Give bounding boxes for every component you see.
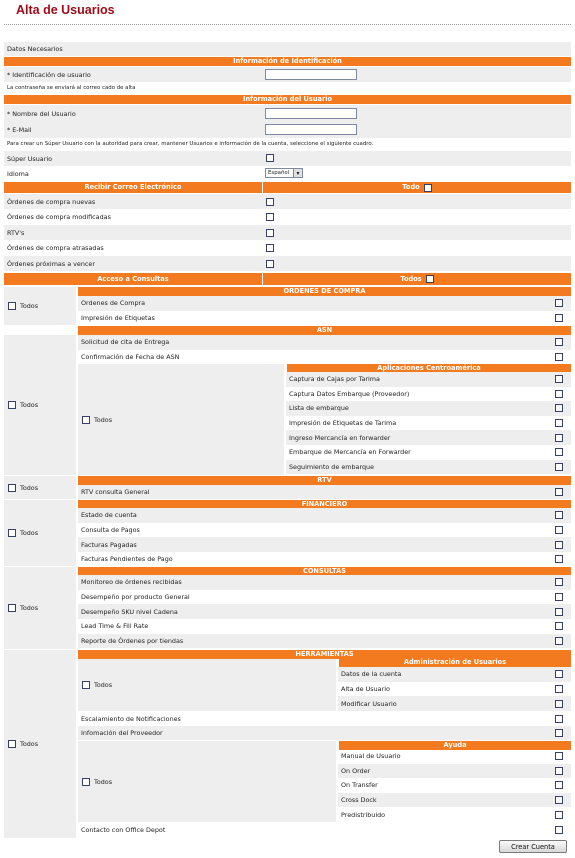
asn-header: ASN xyxy=(78,326,571,335)
consultas-item-1-checkbox[interactable] xyxy=(555,593,563,601)
centro-item-6 xyxy=(286,460,571,475)
correo-item-1-label: Órdenes de compra modificadas xyxy=(7,213,111,222)
financiero-item-1-label: Consulta de Pagos xyxy=(81,526,140,535)
financiero-item-0-checkbox[interactable] xyxy=(555,511,563,519)
correo-item-2 xyxy=(4,225,571,240)
ayuda-todos xyxy=(78,741,336,822)
acceso-header: Acceso a Consultas xyxy=(4,273,262,285)
correo-todo-label: Todo xyxy=(402,183,420,191)
correo-item-4 xyxy=(4,256,571,271)
asn-todos-label: Todos xyxy=(20,401,39,409)
idioma-label: Idioma xyxy=(7,169,29,178)
admin-item-0 xyxy=(338,667,571,682)
herramientas-todos xyxy=(4,650,76,838)
ayuda-item-4-checkbox[interactable] xyxy=(555,811,563,819)
ordenes-item-0-label: Ordenes de Compra xyxy=(81,299,146,308)
correo-todo-checkbox[interactable] xyxy=(424,184,432,192)
consultas-todos-checkbox[interactable] xyxy=(8,604,16,612)
correo-item-3-label: Órdenes de compra atrasadas xyxy=(7,244,104,253)
admin-item-2-checkbox[interactable] xyxy=(555,700,563,708)
admin-todos-checkbox[interactable] xyxy=(82,681,90,689)
correo-item-4-checkbox[interactable] xyxy=(266,260,274,268)
consultas-todos xyxy=(4,567,76,649)
financiero-header: FINANCIERO xyxy=(78,500,571,509)
ordenes-header: ORDENES DE COMPRA xyxy=(78,287,571,296)
financiero-todos xyxy=(4,500,76,566)
asn-item-1 xyxy=(78,350,571,365)
ordenes-todos-group xyxy=(8,302,38,310)
consultas-todos-label: Todos xyxy=(20,604,39,612)
admin-item-1-label: Alta de Usuario xyxy=(341,685,390,694)
centro-item-2 xyxy=(286,401,571,416)
asn-item-1-checkbox[interactable] xyxy=(555,353,563,361)
centro-todos-label: Todos xyxy=(94,415,113,424)
super-label: Súper Usuario xyxy=(7,154,53,163)
ordenes-todos-checkbox[interactable] xyxy=(8,302,16,310)
acceso-todos-header xyxy=(263,273,571,285)
usuario-header: Información del Usuario xyxy=(4,95,571,104)
centro-item-1 xyxy=(286,387,571,402)
super-note-text: Para crear un Súper Usuario con la autoridad para crear, mantener Usuarios e información de la cuenta, seleccione el siguiente cuadro. xyxy=(7,141,374,147)
centro-item-6-checkbox[interactable] xyxy=(555,463,563,471)
ayuda-item-0 xyxy=(338,749,571,764)
financiero-item-3-label: Facturas Pendientes de Pago xyxy=(81,555,173,564)
ayuda-item-3 xyxy=(338,793,571,808)
centro-item-6-label: Seguimiento de embarque xyxy=(289,462,375,471)
ayuda-item-0-label: Manual de Usuario xyxy=(341,752,401,761)
herramientas-item-0-checkbox[interactable] xyxy=(555,715,563,723)
financiero-item-0 xyxy=(78,508,571,523)
centro-item-3 xyxy=(286,416,571,431)
herramientas-item-0-label: Escalamiento de Notificaciones xyxy=(81,715,181,723)
consultas-item-3 xyxy=(78,619,571,634)
admin-item-2-label: Modificar Usuario xyxy=(341,699,397,708)
consultas-item-1-label: Desempeño por producto General xyxy=(81,593,190,602)
ayuda-item-1 xyxy=(338,764,571,779)
asn-todos xyxy=(4,335,76,475)
consultas-item-0-label: Monitoreo de órdenes recibidas xyxy=(81,578,182,587)
ayuda-item-0-checkbox[interactable] xyxy=(555,752,563,760)
correo-item-2-checkbox[interactable] xyxy=(266,229,274,237)
chevron-down-icon: ▾ xyxy=(293,169,302,177)
consultas-item-3-label: Lead Time & Fill Rate xyxy=(81,622,149,631)
centro-item-0 xyxy=(286,372,571,387)
correo-todo-header xyxy=(263,182,571,193)
password-note-text: La contraseña se enviará al correo cado de alta xyxy=(7,85,136,91)
herramientas-item-1-label: Infomación del Proveedor xyxy=(81,729,163,737)
asn-todos-group xyxy=(8,401,38,409)
centro-item-2-label: Lista de embarque xyxy=(289,404,349,413)
consultas-todos-group xyxy=(8,604,38,612)
correo-item-0-checkbox[interactable] xyxy=(266,198,274,206)
email-input[interactable] xyxy=(265,124,357,135)
ordenes-item-1-label: Impresión de Etiquetas xyxy=(81,314,155,323)
herramientas-item-2-label: Contacto con Office Depot xyxy=(81,826,166,834)
rtv-todos xyxy=(4,476,76,499)
rtv-item-0-label: RTV consulta General xyxy=(81,488,150,496)
centro-item-0-checkbox[interactable] xyxy=(555,375,563,383)
consultas-item-4-label: Reporte de Órdenes por tiendas xyxy=(81,637,184,646)
consultas-item-0 xyxy=(78,575,571,590)
idioma-value: Español xyxy=(268,170,290,176)
correo-item-1 xyxy=(4,210,571,225)
financiero-item-3 xyxy=(78,552,571,567)
ayuda-todos-checkbox[interactable] xyxy=(82,778,90,786)
admin-todos-label: Todos xyxy=(94,681,113,689)
ayuda-item-4 xyxy=(338,807,571,822)
rtv-item-0 xyxy=(78,485,571,499)
crear-cuenta-button[interactable]: Crear Cuenta xyxy=(499,840,567,853)
herramientas-todos-label: Todos xyxy=(20,740,39,748)
financiero-todos-label: Todos xyxy=(20,529,39,537)
centro-item-4-checkbox[interactable] xyxy=(555,434,563,442)
acceso-todos-label: Todos xyxy=(400,274,422,283)
ordenes-todos xyxy=(4,287,76,325)
centro-item-0-label: Captura de Cajas por Tarima xyxy=(289,375,380,384)
financiero-item-0-label: Estado de cuenta xyxy=(81,511,137,520)
admin-item-1-checkbox[interactable] xyxy=(555,685,563,693)
herramientas-header: HERRAMIENTAS xyxy=(78,650,571,659)
financiero-item-2-label: Facturas Pagadas xyxy=(81,540,137,549)
asn-item-0-label: Solicitud de cita de Entrega xyxy=(81,338,170,347)
centro-item-3-label: Impresión de Etiquetas de Tarima xyxy=(289,419,397,428)
ayuda-item-2-label: On Transfer xyxy=(341,781,378,790)
nombre-label: * Nombre del Usuario xyxy=(7,109,76,118)
correo-item-2-label: RTV's xyxy=(7,228,25,237)
financiero-item-2 xyxy=(78,537,571,552)
centro-item-2-checkbox[interactable] xyxy=(555,404,563,412)
admin-item-1 xyxy=(338,682,571,697)
centro-item-1-label: Captura Datos Embarque (Proveedor) xyxy=(289,389,410,398)
admin-todos-group xyxy=(82,681,112,689)
herramientas-item-1 xyxy=(78,726,571,740)
title-divider xyxy=(4,24,571,25)
consultas-item-3-checkbox[interactable] xyxy=(555,622,563,630)
ayuda-item-1-label: On Order xyxy=(341,766,371,775)
admin-todos xyxy=(78,659,336,711)
consultas-item-2-checkbox[interactable] xyxy=(555,608,563,616)
herramientas-todos-group xyxy=(8,740,38,748)
admin-item-0-label: Datos de la cuenta xyxy=(341,670,402,679)
consultas-item-0-checkbox[interactable] xyxy=(555,578,563,586)
centro-todos xyxy=(78,364,284,475)
consultas-item-2 xyxy=(78,604,571,619)
nombre-input[interactable] xyxy=(265,108,357,119)
admin-item-2 xyxy=(338,696,571,711)
financiero-todos-checkbox[interactable] xyxy=(8,529,16,537)
centro-item-5 xyxy=(286,445,571,460)
ayuda-item-2-checkbox[interactable] xyxy=(555,781,563,789)
ayuda-item-4-label: Predistribuido xyxy=(341,810,386,819)
herramientas-item-1-checkbox[interactable] xyxy=(555,729,563,737)
ordenes-todos-label: Todos xyxy=(20,302,39,310)
correo-item-1-checkbox[interactable] xyxy=(266,213,274,221)
financiero-item-3-checkbox[interactable] xyxy=(555,555,563,563)
correo-item-4-label: Órdenes próximas a vencer xyxy=(7,259,95,268)
centro-todos-group xyxy=(82,416,112,424)
rtv-todos-checkbox[interactable] xyxy=(8,484,16,492)
ordenes-item-1-checkbox[interactable] xyxy=(555,314,563,322)
financiero-todos-group xyxy=(8,529,38,537)
consultas-item-4-checkbox[interactable] xyxy=(555,637,563,645)
password-note xyxy=(4,83,571,93)
correo-item-0 xyxy=(4,194,571,209)
ordenes-item-1 xyxy=(78,311,571,326)
herramientas-item-2-checkbox[interactable] xyxy=(555,826,563,834)
consultas-item-2-label: Desempeño SKU nivel Cadena xyxy=(81,607,178,616)
herramientas-item-2 xyxy=(78,823,571,837)
ayuda-todos-label: Todos xyxy=(94,777,113,786)
centro-item-4 xyxy=(286,430,571,445)
centro-item-4-label: Ingreso Mercancía en forwarder xyxy=(289,433,391,442)
acceso-todos-checkbox[interactable] xyxy=(426,275,434,283)
herramientas-todos-checkbox[interactable] xyxy=(8,740,16,748)
rtv-item-0-checkbox[interactable] xyxy=(555,488,563,496)
id-label: * Identificación de usuario xyxy=(7,70,91,79)
datos-necesarios-label: Datos Necesarios xyxy=(7,45,63,53)
ayuda-item-3-checkbox[interactable] xyxy=(555,796,563,804)
ayuda-item-3-label: Cross Dock xyxy=(341,796,377,805)
ayuda-header: Ayuda xyxy=(339,741,571,750)
asn-item-1-label: Confirmación de Fecha de ASN xyxy=(81,353,180,362)
herramientas-item-0 xyxy=(78,712,571,726)
centro-item-1-checkbox[interactable] xyxy=(555,390,563,398)
correo-item-3 xyxy=(4,241,571,256)
super-usuario-checkbox[interactable] xyxy=(266,154,274,162)
consultas-item-4 xyxy=(78,634,571,649)
ayuda-item-2 xyxy=(338,778,571,793)
consultas-header: CONSULTAS xyxy=(78,567,571,576)
id-input[interactable] xyxy=(265,69,357,80)
ordenes-item-0-checkbox[interactable] xyxy=(555,299,563,307)
ayuda-todos-group xyxy=(82,778,112,786)
admin-item-0-checkbox[interactable] xyxy=(555,670,563,678)
financiero-item-1 xyxy=(78,523,571,538)
idioma-select[interactable] xyxy=(265,168,303,178)
super-note xyxy=(4,139,571,149)
correo-item-0-label: Órdenes de compra nuevas xyxy=(7,197,96,206)
rtv-header: RTV xyxy=(78,476,571,485)
rtv-todos-group xyxy=(8,484,38,492)
financiero-item-1-checkbox[interactable] xyxy=(555,526,563,534)
datos-necesarios xyxy=(4,42,571,56)
ordenes-item-0 xyxy=(78,296,571,311)
centro-header: Aplicaciones Centroamérica xyxy=(287,364,571,373)
email-label: * E-Mail xyxy=(7,126,32,134)
consultas-item-1 xyxy=(78,590,571,605)
identificacion-header: Información de Identificación xyxy=(4,57,571,66)
asn-item-0 xyxy=(78,335,571,350)
centro-item-3-checkbox[interactable] xyxy=(555,419,563,427)
page-title: Alta de Usuarios xyxy=(16,3,115,17)
centro-todos-checkbox[interactable] xyxy=(82,416,90,424)
centro-item-5-label: Embarque de Mercancía en Forwarder xyxy=(289,448,411,457)
ayuda-item-1-checkbox[interactable] xyxy=(555,767,563,775)
centro-item-5-checkbox[interactable] xyxy=(555,448,563,456)
asn-todos-checkbox[interactable] xyxy=(8,401,16,409)
asn-item-0-checkbox[interactable] xyxy=(555,338,563,346)
super-row xyxy=(4,151,571,166)
financiero-item-2-checkbox[interactable] xyxy=(555,541,563,549)
correo-item-3-checkbox[interactable] xyxy=(266,244,274,252)
admin-header: Administración de Usuarios xyxy=(339,658,571,667)
correo-header: Recibir Correo Electrónico xyxy=(4,182,262,193)
rtv-todos-label: Todos xyxy=(20,483,39,492)
